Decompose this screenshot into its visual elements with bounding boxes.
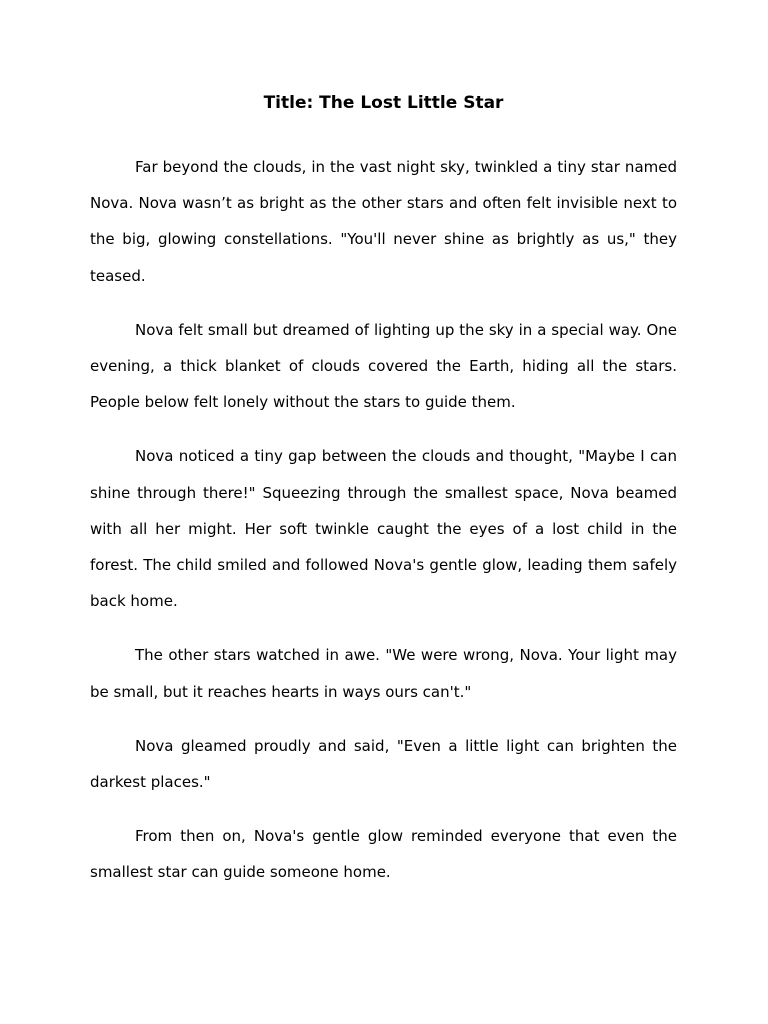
paragraph-5: Nova gleamed proudly and said, "Even a little light can brighten the darkest places." [90,736,677,792]
document-title: Title: The Lost Little Star [263,93,504,113]
paragraph-4: The other stars watched in awe. "We were wrong, Nova. Your light may be small, but it reaches hearts in ways ours can't." [90,646,677,701]
paragraph-1: Far beyond the clouds, in the vast night sky, twinkled a tiny star named Nova. Nova wasn’t as bright as the other stars and often felt invisible next to the big, glowing constellations. "You'll never shine as brightly as us," they teased. [90,158,677,285]
document-page [90,91,677,909]
paragraph-2: Nova felt small but dreamed of lighting up the sky in a special way. One evening, a thick blanket of clouds covered the Earth, hiding all the stars. People below felt lonely without the stars to guide them. [90,320,677,412]
paragraph-3: Nova noticed a tiny gap between the clouds and thought, "Maybe I can shine through there!" Squeezing through the smallest space, Nova beamed with all her might. Her soft twinkle caught the eyes of a lost child in the forest. The child smiled and followed Nova's gentle glow, leading them safely back home. [90,447,677,611]
paragraph-6: From then on, Nova's gentle glow reminded everyone that even the smallest star can guide someone home. [90,827,677,882]
